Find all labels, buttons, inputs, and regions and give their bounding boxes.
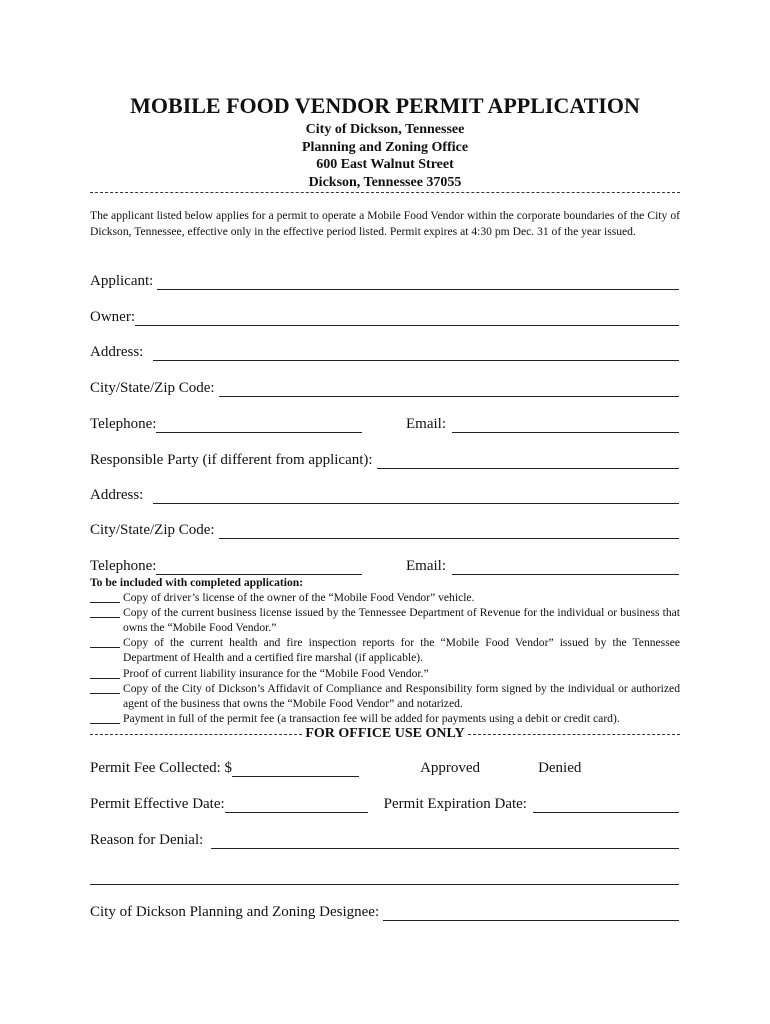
label: Applicant: (90, 273, 154, 289)
applicant-field[interactable] (90, 272, 679, 290)
approved-option[interactable]: Approved (420, 760, 481, 776)
fee-row (90, 759, 679, 777)
requirements-heading: To be included with completed application: (90, 576, 304, 589)
list-item: Copy of driver’s license of the owner of the “Mobile Food Vendor” vehicle. (90, 590, 680, 605)
label: Telephone: (90, 416, 157, 432)
label: City of Dickson Planning and Zoning Designee: (90, 904, 380, 920)
label: Permit Fee Collected: $ (90, 760, 233, 776)
telephone-input[interactable] (156, 418, 362, 433)
header-office: Planning and Zoning Office (301, 140, 469, 155)
contact-row (90, 415, 679, 433)
owner-field[interactable] (90, 308, 679, 326)
address-field[interactable] (90, 343, 679, 361)
address-input[interactable] (153, 346, 679, 361)
list-item: Copy of the current business license issued by the Tennessee Department of Revenue for the individual or business that owns the “Mobile Food Vendor.” (90, 605, 680, 635)
checkbox-blank[interactable] (90, 711, 120, 724)
list-item: Proof of current liability insurance for the “Mobile Food Vendor.” (90, 666, 680, 681)
designee-field[interactable] (90, 903, 679, 921)
label: Telephone: (90, 558, 157, 574)
label: Owner: (90, 309, 135, 325)
label: Reason for Denial: (90, 832, 204, 848)
denied-option[interactable]: Denied (538, 760, 582, 776)
address2-input[interactable] (153, 489, 679, 504)
header-street: 600 East Walnut Street (316, 157, 454, 172)
label: Permit Expiration Date: (383, 796, 527, 812)
checkbox-blank[interactable] (90, 605, 120, 618)
label: Address: (90, 487, 144, 503)
divider (90, 192, 680, 193)
checkbox-blank[interactable] (90, 635, 120, 648)
label: Responsible Party (if different from applicant): (90, 452, 373, 468)
header-city: City of Dickson, Tennessee (305, 122, 465, 137)
label: City/State/Zip Code: (90, 380, 215, 396)
header-citystate: Dickson, Tennessee 37055 (308, 175, 462, 190)
office-use-divider (90, 726, 680, 742)
reason-field[interactable] (90, 831, 679, 849)
email2-input[interactable] (452, 560, 679, 575)
reason-input[interactable] (211, 834, 679, 849)
office-heading: FOR OFFICE USE ONLY (305, 726, 465, 741)
label: Address: (90, 344, 144, 360)
responsible-input[interactable] (377, 454, 679, 469)
list-item: Payment in full of the permit fee (a transaction fee will be added for payments using a debit or credit card). (90, 711, 680, 726)
reason-input-line2[interactable] (90, 870, 679, 885)
intro-text: The applicant listed below applies for a permit to operate a Mobile Food Vendor within the corporate boundaries of the City of Dickson, Tennessee, effective only in the effective period listed. Permit expires at 4:30 pm Dec. 31 of the year issued. (90, 209, 680, 238)
dates-row (90, 795, 679, 813)
designee-input[interactable] (383, 906, 679, 921)
label: Email: (406, 558, 446, 574)
checkbox-blank[interactable] (90, 666, 120, 679)
city-field[interactable] (90, 379, 679, 397)
city2-field[interactable] (90, 521, 679, 539)
applicant-input[interactable] (157, 275, 679, 290)
requirements-list (90, 575, 680, 726)
email-input[interactable] (452, 418, 679, 433)
checkbox-blank[interactable] (90, 590, 120, 603)
page-title: MOBILE FOOD VENDOR PERMIT APPLICATION (130, 93, 640, 118)
list-item: Copy of the City of Dickson’s Affidavit of Compliance and Responsibility form signed by the individual or authorized agent of the business that owns the “Mobile Food Vendor” and notarized. (90, 681, 680, 711)
label: Permit Effective Date: (90, 796, 225, 812)
expiration-date-input[interactable] (533, 798, 679, 813)
owner-input[interactable] (135, 311, 679, 326)
city2-input[interactable] (219, 524, 679, 539)
checkbox-blank[interactable] (90, 681, 120, 694)
city-input[interactable] (219, 382, 679, 397)
responsible-field[interactable] (90, 451, 679, 469)
reason-continued[interactable] (90, 867, 679, 885)
contact2-row (90, 557, 679, 575)
list-item: Copy of the current health and fire inspection reports for the “Mobile Food Vendor” issued by the Tennessee Department of Health and a certified fire marshal (if applicable). (90, 635, 680, 665)
label: Email: (406, 416, 446, 432)
telephone2-input[interactable] (156, 560, 362, 575)
label: City/State/Zip Code: (90, 522, 215, 538)
effective-date-input[interactable] (225, 798, 368, 813)
address2-field[interactable] (90, 486, 679, 504)
fee-input[interactable] (232, 762, 359, 777)
